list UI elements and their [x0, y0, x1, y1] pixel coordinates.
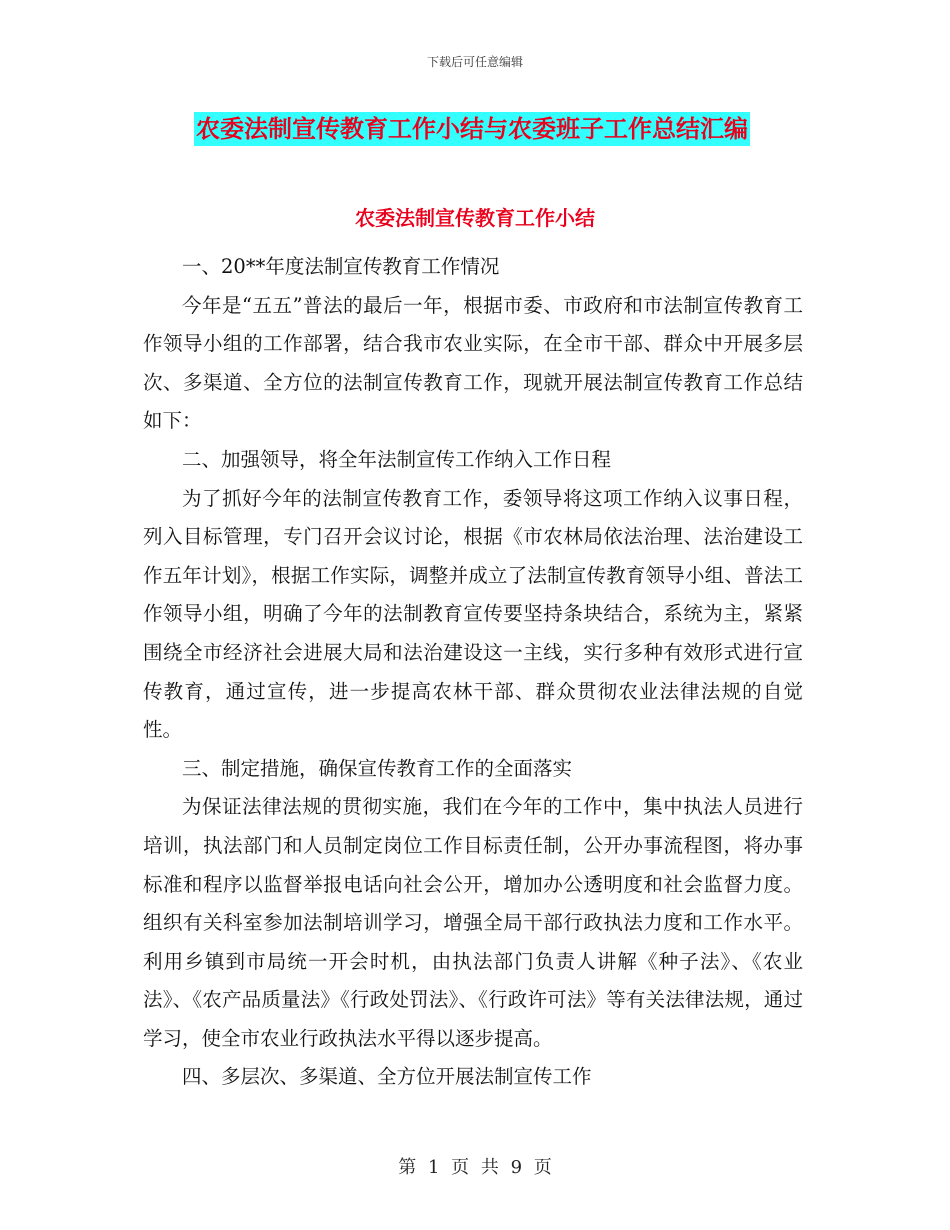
document-main-title: 农委法制宣传教育工作小结与农委班子工作总结汇编	[194, 112, 750, 146]
paragraph: 今年是“五五”普法的最后一年，根据市委、市政府和市法制宣传教育工作领导小组的工作部署，结合我市农业实际，在全市干部、群众中开展多层次、多渠道、全方位的法制宣传教育工作，现就开展法制宣传教育工作总结如下：	[143, 293, 803, 433]
paragraph-heading-2: 二、加强领导，将全年法制宣传工作纳入工作日程	[182, 447, 612, 471]
paragraph: 为了抓好今年的法制宣传教育工作，委领导将这项工作纳入议事日程，列入目标管理，专门召开会议讨论，根据《市农林局依法治理、法治建设工作五年计划》，根据工作实际，调整并成立了法制宣传教育领导小组、普法工作领导小组，明确了今年的法制教育宣传要坚持条块结合，系统为主，紧紧围绕全市经济社会进展大局和法治建设这一主线，实行多种有效形式进行宣传教育，通过宣传，进一步提高农林干部、群众贯彻农业法律法规的自觉性。	[143, 486, 803, 742]
paragraph: 为保证法律法规的贯彻实施，我们在今年的工作中，集中执法人员进行培训，执法部门和人员制定岗位工作目标责任制，公开办事流程图，将办事标准和程序以监督举报电话向社会公开，增加办公透明度和社会监督力度。组织有关科室参加法制培训学习，增强全局干部行政执法力度和工作水平。利用乡镇到市局统一开会时机，由执法部门负责人讲解《种子法》、《农业法》、《农产品质量法》《行政处罚法》、《行政许可法》等有关法律法规，通过学习，使全市农业行政执法水平得以逐步提高。	[143, 795, 803, 1050]
document-body	[143, 248, 803, 1097]
page-footer: 第 1 页 共 9 页	[398, 1157, 552, 1178]
section-title: 农委法制宣传教育工作小结	[355, 206, 595, 230]
paragraph-heading-1: 一、20**年度法制宣传教育工作情况	[182, 255, 500, 278]
paragraph-heading-3: 三、制定措施，确保宣传教育工作的全面落实	[182, 756, 573, 780]
paragraph-heading-4: 四、多层次、多渠道、全方位开展法制宣传工作	[182, 1065, 592, 1089]
header-note: 下载后可任意编辑	[426, 55, 523, 69]
